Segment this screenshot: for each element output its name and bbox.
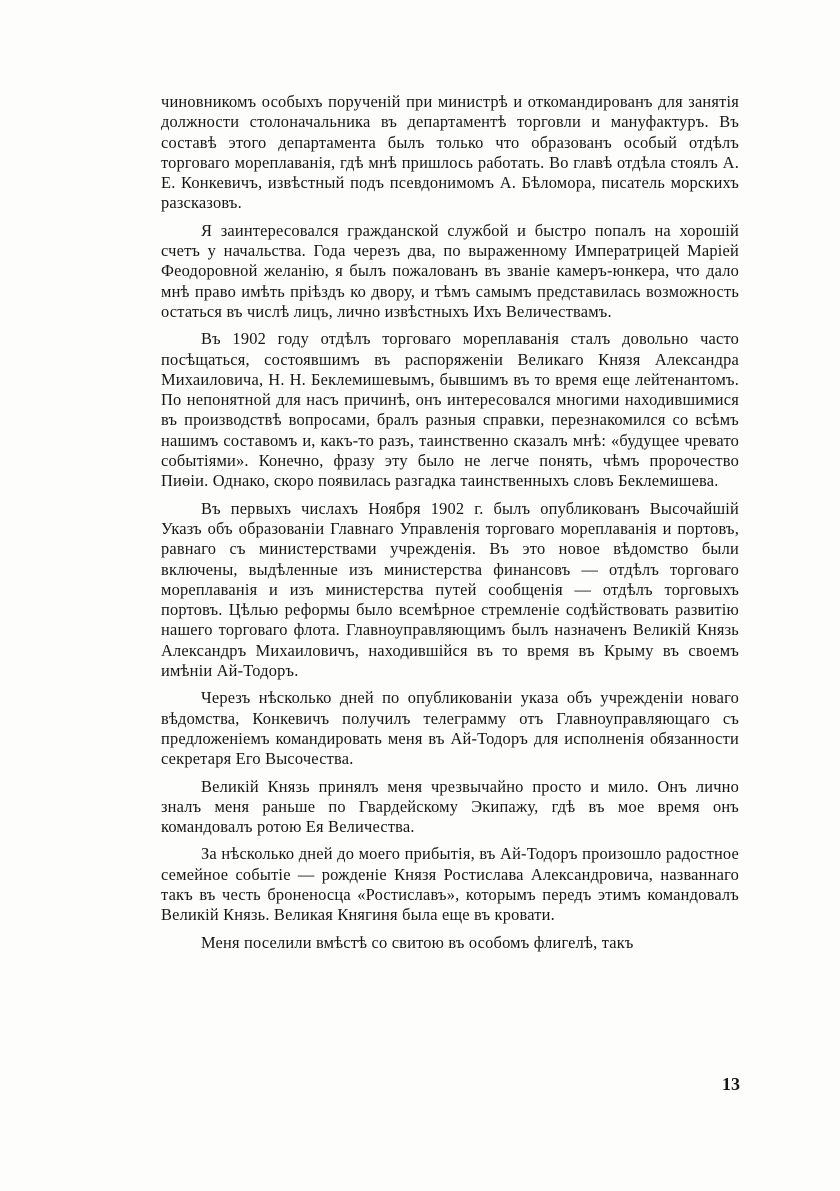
paragraph-6: Великій Князь принялъ меня чрезвычайно просто и мило. Онъ лично зналъ меня раньше по Гвардейскому Экипажу, гдѣ въ мое время онъ командовалъ ротою Ея Величества. — [161, 776, 739, 837]
paragraph-5: Черезъ нѣсколько дней по опубликованіи указа объ учрежденіи новаго вѣдомства, Конкевичъ получилъ телеграмму отъ Главноуправляющаго съ предложеніемъ командировать меня въ Ай-Тодоръ для исполненія обязанности секретаря Его Высочества. — [161, 688, 739, 769]
body-text — [161, 92, 739, 953]
paragraph-8: Меня поселили вмѣстѣ со свитою въ особомъ флигелѣ, такъ — [201, 932, 634, 952]
paragraph-4: Въ первыхъ числахъ Ноября 1902 г. былъ опубликованъ Высочайшій Указъ объ образованіи Главнаго Управленія торговаго мореплаванія и портовъ, равнаго съ министерствами учрежденія. Въ это новое вѣдомство были включены, выдѣленные изъ министерства финансовъ — отдѣлъ торговаго мореплаванія и изъ министерства путей сообщенія — отдѣлъ торговыхъ портовъ. Цѣлью реформы было всемѣрное стремленіе содѣйствовать развитію нашего торговаго флота. Главноуправляющимъ былъ назначенъ Великій Князь Александръ Михаиловичъ, находившійся въ то время въ Крыму въ своемъ имѣніи Ай-Тодоръ. — [161, 498, 739, 681]
paragraph-1: чиновникомъ особыхъ порученій при министрѣ и откомандированъ для занятія должности столоначальника въ департаментѣ торговли и мануфактуръ. Въ составѣ этого департамента былъ только что образованъ особый отдѣлъ торговаго мореплаванія, гдѣ мнѣ пришлось работать. Во главѣ отдѣла стоялъ А. Е. Конкевичъ, извѣстный подъ псевдонимомъ А. Бѣломора, писатель морскихъ разсказовъ. — [161, 92, 739, 213]
paragraph-3: Въ 1902 году отдѣлъ торговаго мореплаванія сталъ довольно часто посѣщаться, состоявшимъ въ распоряженіи Великаго Князя Александра Михаиловича, Н. Н. Беклемишевымъ, бывшимъ въ то время еще лейтенантомъ. По непонятной для насъ причинѣ, онъ интересовался многими находившимися въ производствѣ вопросами, бралъ разныя справки, перезнакомился со всѣмъ нашимъ составомъ и, какъ-то разъ, таинственно сказалъ мнѣ: «будущее чревато событіями». Конечно, фразу эту было не легче понять, чѣмъ пророчество Пиѳіи. Однако, скоро появилась разгадка таинственныхъ словъ Беклемишева. — [161, 329, 739, 491]
paragraph-2: Я заинтересовался гражданской службой и быстро попалъ на хорошій счетъ у начальства. Года черезъ два, по выраженному Императрицей Маріей Феодоровной желанію, я былъ пожалованъ въ званіе камеръ-юнкера, что дало мнѣ право имѣть пріѣздъ ко двору, и тѣмъ самымъ представилась возможность остаться въ числѣ лицъ, лично извѣстныхъ Ихъ Величествамъ. — [161, 220, 739, 321]
page-number: 13 — [722, 1074, 740, 1094]
paragraph-7: За нѣсколько дней до моего прибытія, въ Ай-Тодоръ произошло радостное семейное событіе — рожденіе Князя Ростислава Александровича, названнаго такъ въ честь броненосца «Ростиславъ», которымъ передъ этимъ командовалъ Великій Князь. Великая Княгиня была еще въ кровати. — [161, 844, 739, 925]
